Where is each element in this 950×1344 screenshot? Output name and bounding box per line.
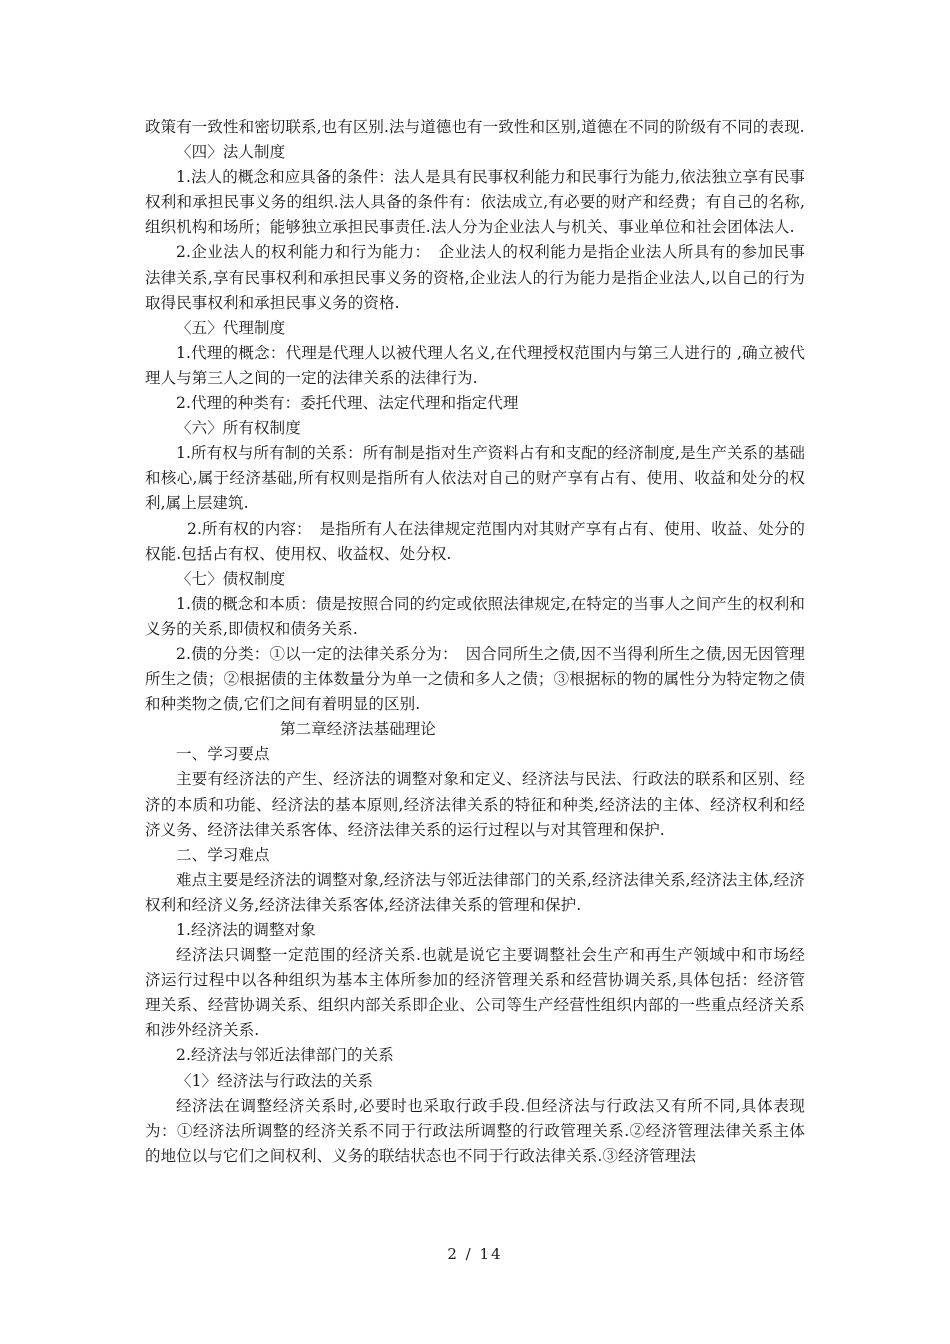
paragraph-agency-types: 2.代理的种类有：委托代理、法定代理和指定代理 — [176, 394, 519, 413]
section-heading-5: 〈五〉代理制度 — [176, 318, 286, 337]
section-heading-6: 〈六〉所有权制度 — [176, 419, 301, 438]
paragraph-continuation: 政策有一致性和密切联系,也有区别.法与道德也有一致性和区别,道德在不同的阶级有不同的表现. — [145, 118, 805, 136]
paragraph-legal-person-concept: 1.法人的概念和应具备的条件：法人是具有民事权利能力和民事行为能力,依法独立享有民事权利和承担民事义务的组织.法人具备的条件有：依法成立,有必要的财产和经费；有自己的名称,组织机构和场所；能够独立承担民事责任.法人分为企业法人与机关、事业单位和社会团体法人. — [145, 168, 805, 237]
heading-study-difficulties: 二、学习难点 — [176, 845, 270, 864]
paragraph-agency-concept: 1.代理的概念：代理是代理人以被代理人名义,在代理授权范围内与第三人进行的 ,确立被代理人与第三人之间的一定的法律关系的法律行为. — [145, 343, 805, 387]
paragraph-adjustment-object: 经济法只调整一定范围的经济关系.也就是说它主要调整社会生产和再生产领域中和市场经济运行过程中以各种组织为基本主体所参加的经济管理关系和经营协调关系,具体包括：经济管理关系、经营协调关系、组织内部关系即企业、公司等生产经营性组织内部的一些重点经济关系和涉外经济关系. — [145, 946, 805, 1040]
heading-neighboring-law: 2.经济法与邻近法律部门的关系 — [176, 1046, 394, 1065]
paragraph-administrative-law: 经济法在调整经济关系时,必要时也采取行政手段.但经济法与行政法又有所不同,具体表现为：①经济法所调整的经济关系不同于行政法所调整的行政管理关系.②经济管理法律关系主体的地位以与它们之间权利、义务的联结状态也不同于行政法律关系.③经济管理法 — [145, 1096, 805, 1165]
section-heading-4: 〈四〉法人制度 — [176, 143, 286, 162]
page-number: 2 / 14 — [447, 1245, 503, 1263]
heading-adjustment-object: 1.经济法的调整对象 — [176, 921, 316, 939]
chapter-title: 第二章经济法基础理论 — [280, 720, 437, 739]
page-content — [145, 115, 805, 1169]
paragraph-debt-classification: 2.债的分类：①以一定的法律关系分为： 因合同所生之债,因不当得利所生之债,因无因管理所生之债；②根据债的主体数量分为单一之债和多人之债；③根据标的物的属性分为特定物之债和种类物之债,它们之间有着明显的区别. — [145, 644, 805, 714]
paragraph-study-difficulties: 难点主要是经济法的调整对象,经济法与邻近法律部门的关系,经济法律关系,经济法主体,经济权利和经济义务,经济法律关系客体,经济法律关系的管理和保护. — [145, 870, 805, 914]
paragraph-ownership-content: 2.所有权的内容： 是指所有人在法律规定范围内对其财产享有占有、使用、收益、处分的权能.包括占有权、使用权、收益权、处分权. — [145, 519, 805, 563]
section-heading-7: 〈七〉债权制度 — [176, 569, 286, 588]
paragraph-ownership-relation: 1.所有权与所有制的关系：所有制是指对生产资料占有和支配的经济制度,是生产关系的基础和核心,属于经济基础,所有权则是指所有人依法对自己的财产享有占有、使用、收益和处分的权利,属上层建筑. — [145, 444, 805, 513]
paragraph-study-points: 主要有经济法的产生、经济法的调整对象和定义、经济法与民法、行政法的联系和区别、经济的本质和功能、经济法的基本原则,经济法律关系的特征和种类,经济法的主体、经济权利和经济义务、经济法律关系客体、经济法律关系的运行过程以与对其管理和保护. — [145, 770, 805, 839]
paragraph-enterprise-legal-person: 2.企业法人的权利能力和行为能力： 企业法人的权利能力是指企业法人所具有的参加民事法律关系,享有民事权利和承担民事义务的资格,企业法人的行为能力是指企业法人,以自己的行为取得民事权利和承担民事义务的资格. — [145, 243, 805, 312]
paragraph-debt-concept: 1.债的概念和本质：债是按照合同的约定或依照法律规定,在特定的当事人之间产生的权利和义务的关系,即债权和债务关系. — [145, 594, 805, 638]
heading-administrative-law: 〈1〉经济法与行政法的关系 — [176, 1071, 374, 1090]
heading-study-points: 一、学习要点 — [176, 745, 270, 764]
